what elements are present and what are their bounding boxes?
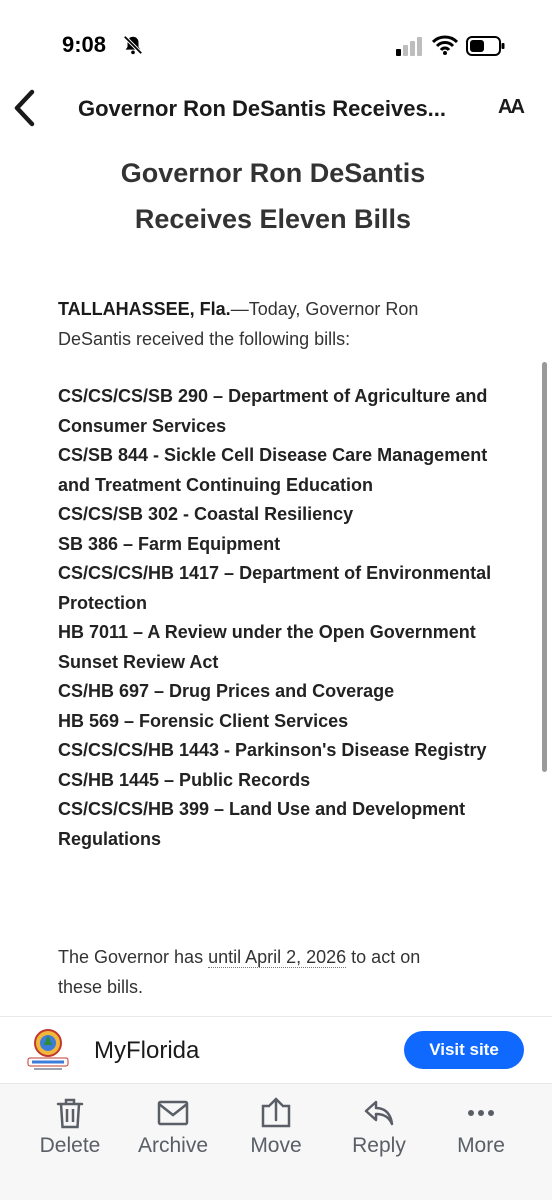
lead-text: —Today, Governor Ron DeSantis received the following bills: [58,299,419,349]
more-label: More [457,1134,505,1157]
list-item: HB 569 – Forensic Client Services [58,710,349,731]
dateline: TALLAHASSEE, Fla. [58,299,231,319]
list-item: CS/CS/CS/HB 399 – Land Use and Development Regulations [58,799,466,849]
list-item: CS/CS/SB 302 - Coastal Resiliency [58,504,354,524]
list-item: CS/CS/CS/SB 290 – Department of Agriculture and Consumer Services [58,386,488,436]
site-banner [0,1016,552,1084]
closing-paragraph [58,942,458,1002]
reply-label: Reply [352,1134,406,1157]
cellular-signal-icon [396,36,424,56]
site-name: MyFlorida [94,1037,200,1064]
visit-site-button[interactable]: Visit site [404,1031,524,1069]
delete-button[interactable] [20,1096,120,1158]
more-icon [464,1096,498,1130]
list-item: CS/HB 1445 – Public Records [58,769,311,790]
archive-icon [156,1096,190,1130]
more-button[interactable] [431,1096,531,1158]
nav-title: Governor Ron DeSantis Receives... [78,96,447,121]
bottom-toolbar [0,1084,552,1200]
list-item: CS/CS/CS/HB 1443 - Parkinson's Disease Registry [58,740,487,760]
list-item: CS/CS/CS/HB 1417 – Department of Environmental Protection [58,563,492,613]
article-body [58,150,508,997]
list-item: CS/HB 697 – Drug Prices and Coverage [58,681,395,701]
closing-prefix: The Governor has [58,947,209,967]
move-label: Move [250,1134,302,1157]
list-item: SB 386 – Farm Equipment [58,533,281,554]
delete-label: Delete [39,1134,101,1157]
closing-suffix: to act on these bills. [58,947,421,997]
move-button[interactable] [226,1096,326,1158]
battery-icon [466,36,506,56]
list-item: CS/SB 844 - Sickle Cell Disease Care Management and Treatment Continuing Education [58,445,488,495]
archive-button[interactable] [123,1096,223,1158]
trash-icon [53,1096,87,1130]
clock: 9:08 [62,32,107,57]
text-size-button[interactable]: AA [498,96,523,118]
headline-line-2: Receives Eleven Bills [134,204,412,234]
move-icon [259,1096,293,1130]
silent-bell-icon [122,34,144,56]
florida-seal-logo-icon [24,1025,72,1073]
list-item: HB 7011 – A Review under the Open Government Sunset Review Act [58,622,476,672]
reply-button[interactable] [329,1096,429,1158]
deadline-date-link[interactable]: until April 2, 2026 [208,947,347,967]
status-bar [0,0,552,90]
reply-icon [362,1096,396,1130]
back-chevron-icon[interactable] [10,86,40,130]
headline-line-1: Governor Ron DeSantis [120,158,426,188]
lead-paragraph [58,294,478,354]
wifi-icon [432,35,458,55]
navigation-bar [0,78,552,138]
archive-label: Archive [137,1134,209,1157]
bill-list [58,382,508,854]
scrollbar[interactable] [542,362,547,772]
article-headline [48,150,498,242]
